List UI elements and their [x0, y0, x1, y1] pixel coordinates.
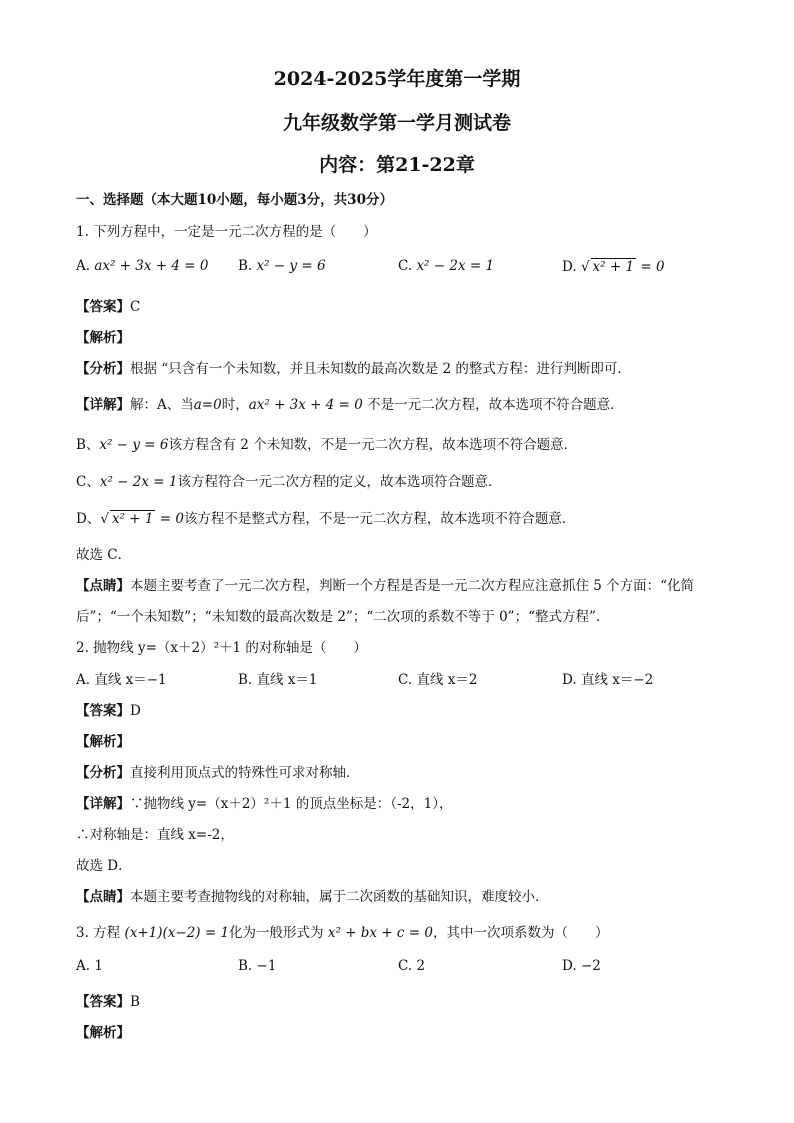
- q1-option-a: [76, 258, 208, 274]
- fenxi-label: 【分析】: [76, 765, 130, 781]
- q1-detail-b-label: B、: [76, 437, 100, 453]
- q3-option-d-label: D.: [562, 958, 577, 974]
- q1-xiangjie-text3: 不是一元二次方程，故本选项不符合题意．: [362, 397, 624, 413]
- q3-stem: [76, 921, 608, 941]
- q1-option-c-label: C.: [398, 258, 413, 274]
- q1-detail-b-text: 该方程含有 2 个未知数，不是一元二次方程，故本选项不符合题意．: [168, 437, 578, 453]
- q2-option-d: [562, 668, 653, 688]
- q3-option-c: [398, 958, 425, 974]
- xiangjie-label: 【详解】: [76, 796, 130, 812]
- q1-option-a-label: A.: [76, 258, 91, 274]
- q1-option-c-expr: x² − 2x = 1: [416, 258, 495, 274]
- q3-option-c-label: C.: [398, 958, 413, 974]
- q2-option-c-label: C.: [398, 672, 413, 688]
- q2-option-a: [76, 668, 167, 688]
- q2-fenxi: [76, 761, 360, 781]
- sqrt-sign-icon: √: [100, 511, 109, 527]
- answer-label: 【答案】: [76, 703, 130, 719]
- q2-option-d-label: D.: [562, 672, 577, 688]
- q1-detail-b: [76, 433, 577, 453]
- q1-stem: 1. 下列方程中，一定是一元二次方程的是（ ）: [76, 224, 377, 240]
- q2-option-a-expr: 直线 x＝−1: [94, 672, 167, 688]
- q1-detail-d-radicand: x² + 1: [111, 511, 154, 527]
- q3-stem-text1: 3. 方程: [76, 925, 125, 941]
- q1-option-d-tail: = 0: [636, 259, 665, 275]
- q2-option-d-expr: 直线 x＝−2: [580, 672, 654, 688]
- q1-detail-d: [76, 507, 575, 527]
- q1-option-c: [398, 258, 494, 274]
- q1-xiangjie-cond: a=0: [193, 397, 222, 413]
- q3-answer: [76, 990, 140, 1010]
- analysis-label: 【解析】: [76, 1025, 130, 1041]
- q1-analysis-label: [76, 326, 130, 346]
- q1-choose: 故选 C．: [76, 547, 132, 563]
- analysis-label: 【解析】: [76, 734, 130, 750]
- q2-answer-value: D: [130, 703, 141, 719]
- dianjing-label: 【点睛】: [76, 578, 130, 594]
- answer-label: 【答案】: [76, 994, 130, 1010]
- q3-stem-expr2: x² + bx + c = 0: [327, 925, 433, 941]
- q3-stem-text2: 化为一般形式为: [229, 925, 328, 941]
- q1-xiangjie-text1: 解：A、当: [130, 397, 194, 413]
- q1-detail-d-label: D、: [76, 511, 101, 527]
- exam-content-title: 内容：第21-22章: [319, 154, 475, 176]
- q1-answer-value: C: [130, 299, 141, 315]
- q2-dianjing: [76, 885, 549, 905]
- q1-detail-c: [76, 470, 501, 490]
- q1-detail-c-text: 该方程符合一元二次方程的定义，故本选项符合题意．: [177, 474, 502, 490]
- q2-stem: 2. 抛物线 y=（x＋2）²＋1 的对称轴是（ ）: [76, 640, 367, 656]
- q3-option-d-expr: −2: [580, 958, 601, 974]
- q3-answer-value: B: [130, 994, 140, 1010]
- q1-option-d-label: D.: [562, 259, 577, 275]
- q3-option-c-expr: 2: [416, 958, 426, 974]
- xiangjie-label: 【详解】: [76, 397, 130, 413]
- q1-option-a-expr: ax² + 3x + 4 = 0: [94, 258, 209, 274]
- q1-fenxi: [76, 357, 631, 377]
- q1-detail-c-label: C、: [76, 474, 100, 490]
- q1-xiangjie-expr: ax² + 3x + 4 = 0: [248, 397, 363, 413]
- fenxi-label: 【分析】: [76, 361, 130, 377]
- q2-option-b-expr: 直线 x＝1: [256, 672, 318, 688]
- q1-detail-d-text: 该方程不是整式方程，不是一元二次方程，故本选项不符合题意．: [183, 511, 576, 527]
- sqrt-sign-icon: √: [580, 259, 590, 275]
- q3-stem-text3: ，其中一次项系数为（ ）: [432, 925, 609, 941]
- q2-therefore: ∴对称轴是：直线 x=-2，: [76, 827, 234, 843]
- q1-option-d: [562, 258, 665, 275]
- q2-option-b-label: B.: [238, 672, 253, 688]
- q1-answer: [76, 295, 140, 315]
- q2-xiangjie-text: ∵抛物线 y=（x＋2）²＋1 的顶点坐标是：（-2，1），: [130, 796, 453, 812]
- q1-dianjing-text1: 本题主要考查了一元二次方程，判断一个方程是否是一元二次方程应注意抓住 5 个方面：“化简: [130, 578, 695, 594]
- q2-option-c-expr: 直线 x＝2: [416, 672, 478, 688]
- q2-fenxi-text: 直接利用顶点式的特殊性可求对称轴．: [130, 765, 360, 781]
- q3-option-a-expr: 1: [94, 958, 103, 974]
- q1-detail-d-tail: = 0: [155, 511, 184, 527]
- q3-option-b-label: B.: [238, 958, 253, 974]
- q2-option-b: [238, 668, 318, 688]
- q3-option-b: [238, 958, 276, 974]
- q3-analysis-label: [76, 1021, 130, 1041]
- q1-detail-c-expr: x² − 2x = 1: [99, 474, 178, 490]
- q2-answer: [76, 699, 141, 719]
- q1-option-d-radicand: x² + 1: [592, 259, 635, 275]
- q3-option-d: [562, 958, 601, 974]
- q1-dianjing: [76, 574, 694, 594]
- q2-choose: 故选 D．: [76, 858, 132, 874]
- q1-option-b-expr: x² − y = 6: [256, 258, 326, 274]
- q2-option-c: [398, 668, 477, 688]
- q1-fenxi-text: 根据 “只含有一个未知数，并且未知数的最高次数是 2 的整式方程：进行判断即可．: [130, 361, 631, 377]
- q2-xiangjie: [76, 792, 452, 812]
- dianjing-label: 【点睛】: [76, 889, 130, 905]
- q1-detail-b-expr: x² − y = 6: [99, 437, 169, 453]
- exam-name-title: 九年级数学第一学月测试卷: [282, 112, 511, 134]
- q1-xiangjie-text2: 时，: [221, 397, 249, 413]
- answer-label: 【答案】: [76, 299, 130, 315]
- q3-option-a: [76, 958, 103, 974]
- q1-option-b-label: B.: [238, 258, 253, 274]
- exam-semester-title: 2024-2025学年度第一学期: [273, 68, 521, 90]
- q2-analysis-label: [76, 730, 130, 750]
- q1-option-b: [238, 258, 326, 274]
- q3-option-a-label: A.: [76, 958, 91, 974]
- q1-xiangjie: [76, 393, 624, 413]
- q2-option-a-label: A.: [76, 672, 91, 688]
- analysis-label: 【解析】: [76, 330, 130, 346]
- section-heading: 一、选择题（本大题10小题，每小题3分，共30分）: [76, 192, 393, 208]
- q3-stem-expr1: (x+1)(x−2) = 1: [124, 925, 230, 941]
- q3-option-b-expr: −1: [256, 958, 277, 974]
- q2-dianjing-text: 本题主要考查抛物线的对称轴，属于二次函数的基础知识，难度较小．: [130, 889, 549, 905]
- q1-dianjing-cont: 后”；“一个未知数”；“未知数的最高次数是 2”；“二次项的系数不等于 0”；“整式方程”．: [76, 609, 610, 625]
